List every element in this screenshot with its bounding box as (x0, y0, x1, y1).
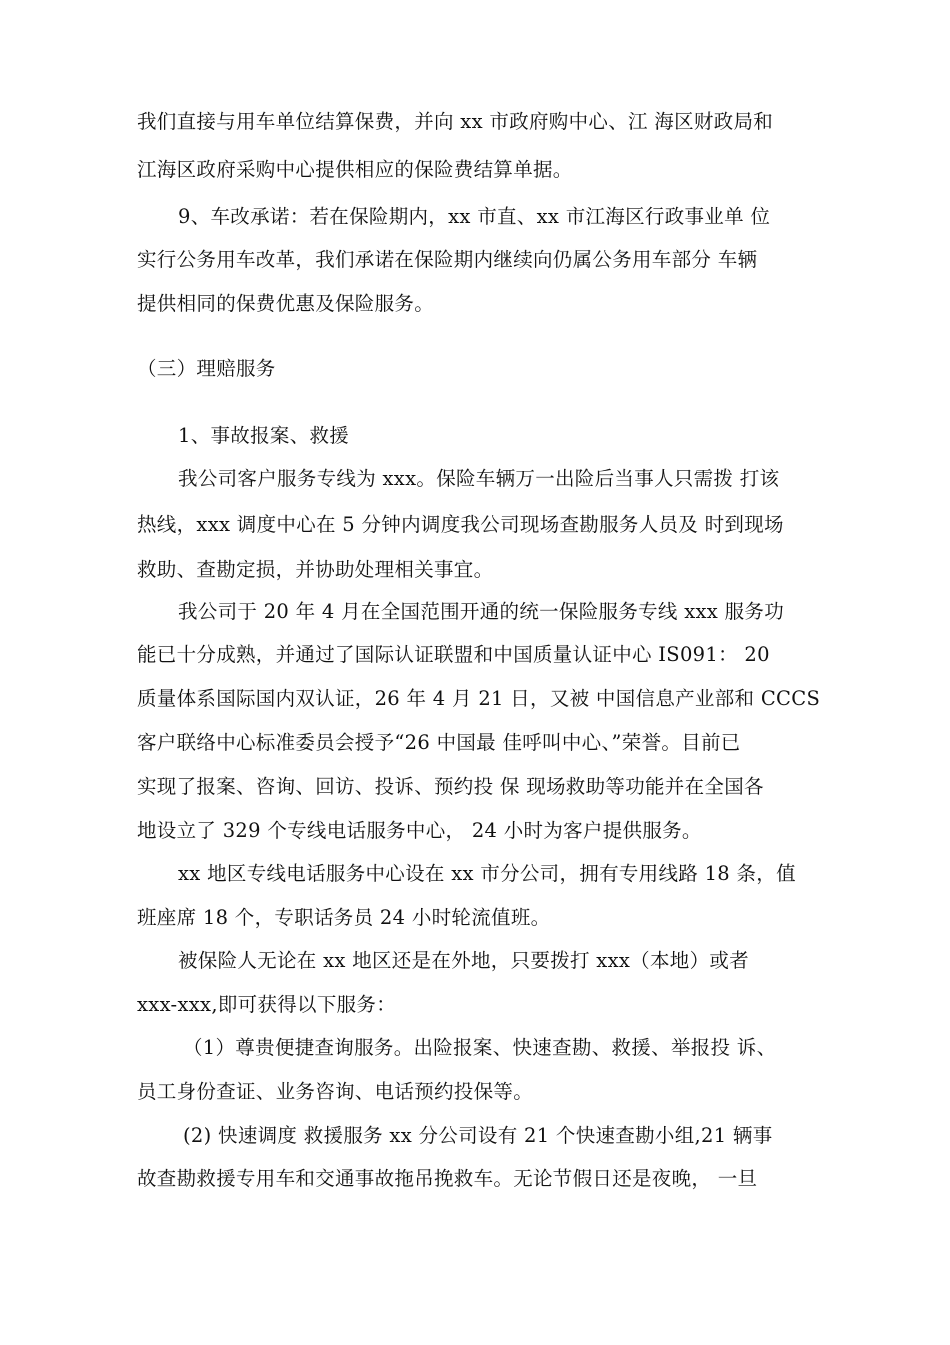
text-line: xxx-xxx,即可获得以下服务： (137, 993, 397, 1016)
text-line: 救助、查勘定损，并协助处理相关事宜。 (137, 558, 494, 581)
text-line: 我公司于 20 年 4 月在全国范围开通的统一保险服务专线 xxx 服务功 (178, 600, 785, 623)
text-line: 客户联络中心标准委员会授予“26 中国最 佳呼叫中心、”荣誉。目前已 (137, 731, 741, 754)
text-line: 能已十分成熟，并通过了国际认证联盟和中国质量认证中心 IS091： 20 (137, 643, 770, 666)
subsection-heading: 1、事故报案、救援 (178, 424, 350, 447)
text-line: 实现了报案、咨询、回访、投诉、预约投 保 现场救助等功能并在全国各 (137, 775, 764, 798)
text-line: 提供相同的保费优惠及保险服务。 (137, 292, 435, 315)
text-line: 我们直接与用车单位结算保费，并向 xx 市政府购中心、江 海区财政局和 (137, 110, 774, 133)
text-line: 故查勘救援专用车和交通事故拖吊挽救车。无论节假日还是夜晚， 一旦 (137, 1167, 758, 1190)
text-line: 热线，xxx 调度中心在 5 分钟内调度我公司现场查勘服务人员及 时到现场 (137, 513, 784, 536)
text-line: 班座席 18 个，专职话务员 24 小时轮流值班。 (137, 906, 551, 929)
section-heading: （三）理赔服务 (137, 357, 276, 380)
text-line: 实行公务用车改革，我们承诺在保险期内继续向仍属公务用车部分 车辆 (137, 248, 758, 271)
text-line: 地设立了 329 个专线电话服务中心， 24 小时为客户提供服务。 (137, 819, 702, 842)
text-line: (2) 快速调度 救援服务 xx 分公司设有 21 个快速查勘小组,21 辆事 (183, 1124, 773, 1147)
text-line: 9、车改承诺：若在保险期内，xx 市直、xx 市江海区行政事业单 位 (178, 205, 771, 228)
text-line: 质量体系国际国内双认证，26 年 4 月 21 日，又被 中国信息产业部和 CCCS (137, 687, 821, 710)
text-line: （1）尊贵便捷查询服务。出险报案、快速查勘、救援、举报投 诉、 (183, 1036, 777, 1059)
text-line: 江海区政府采购中心提供相应的保险费结算单据。 (137, 158, 573, 181)
text-line: 员工身份查证、业务咨询、电话预约投保等。 (137, 1080, 534, 1103)
text-line: 被保险人无论在 xx 地区还是在外地，只要拨打 xxx（本地）或者 (178, 949, 749, 972)
text-line: xx 地区专线电话服务中心设在 xx 市分公司，拥有专用线路 18 条，值 (178, 862, 796, 885)
text-line: 我公司客户服务专线为 xxx。保险车辆万一出险后当事人只需拨 打该 (178, 467, 780, 490)
